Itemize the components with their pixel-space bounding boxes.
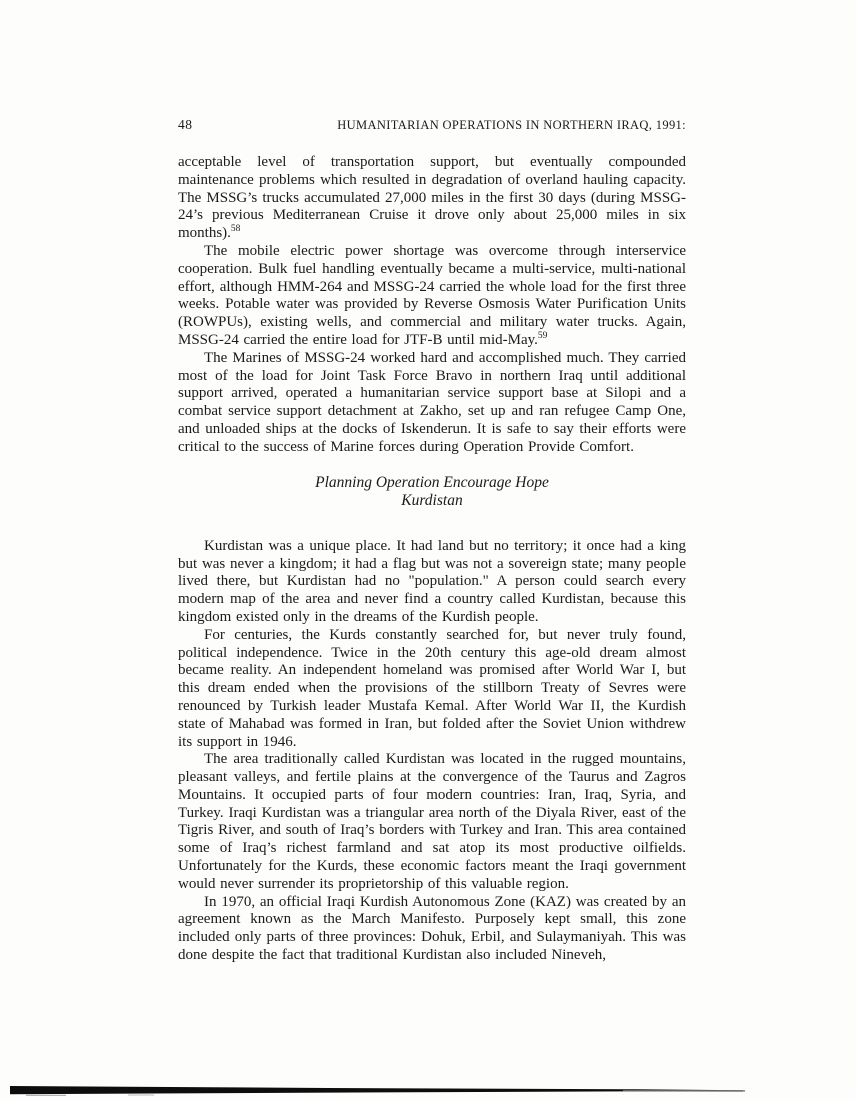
paragraph-text: The mobile electric power shortage was overcome through interservice cooperation. Bulk fuel handling eventually became a multi-service, multi-national effort, although HMM-264 and MSSG-24 carried the whole load for the first three weeks. Potable water was provided by Reverse Osmosis Water Purification Units (ROWPUs), existing wells, and commercial and military water trucks. Again, MSSG-24 carried the entire load for JTF-B until mid-May. xyxy=(178,242,686,348)
paragraph xyxy=(178,243,686,350)
paragraph xyxy=(178,350,686,457)
paragraph-text: acceptable level of transportation support, but eventually compounded maintenance problems which resulted in degradation of overland hauling capacity. The MSSG’s trucks accumulated 27,000 miles in the first 30 days (during MSSG-24’s previous Mediterranean Cruise it drove only about 25,000 miles in six months). xyxy=(178,154,686,242)
page-content xyxy=(178,117,686,965)
section-heading-line2: Kurdistan xyxy=(401,492,463,510)
paragraph xyxy=(178,751,686,893)
page-number: 48 xyxy=(178,117,193,132)
scan-artifact-line xyxy=(8,1082,753,1099)
running-header-title: HUMANITARIAN OPERATIONS IN NORTHERN IRAQ, 1991: xyxy=(337,118,686,132)
paragraph-text: In 1970, an official Iraqi Kurdish Autonomous Zone (KAZ) was created by an agreement known as the March Manifesto. Purposely kept small, this zone included only parts of three provinces: Dohuk, Erbil, and Sulaymaniyah. This was done despite the fact that traditional Kurdistan also included Nineveh, xyxy=(178,893,686,964)
footnote-reference: 58 xyxy=(230,224,241,235)
paragraph-text: Kurdistan was a unique place. It had land but no territory; it once had a king but was never a kingdom; it had a flag but was not a sovereign state; many people lived there, but Kurdistan had no "population." A person could search every modern map of the area and never find a country called Kurdistan, because this kingdom existed only in the dreams of the Kurdish people. xyxy=(178,537,686,625)
paragraph xyxy=(178,627,686,752)
paragraph xyxy=(178,154,686,243)
paragraph-text: The area traditionally called Kurdistan was located in the rugged mountains, pleasant valleys, and fertile plains at the convergence of the Taurus and Zagros Mountains. It occupied parts of four modern countries: Iran, Iraq, Syria, and Turkey. Iraqi Kurdistan was a triangular area north of the Diyala River, east of the Tigris River, and south of Iraq’s borders with Turkey and Iran. This area contained some of Iraq’s richest farmland and sat atop its most productive oilfields. Unfortunately for the Kurds, these economic factors meant the Iraqi government would never surrender its proprietorship of this valuable region. xyxy=(178,751,686,892)
running-header xyxy=(178,117,686,133)
paragraph xyxy=(178,538,686,627)
paragraph-text: For centuries, the Kurds constantly searched for, but never truly found, political independence. Twice in the 20th century this age-old dream almost became reality. An independent homeland was promised after World War I, but this dream ended when the provisions of the stillborn Treaty of Sevres were renounced by Turkish leader Mustafa Kemal. After World War II, the Kurdish state of Mahabad was formed in Iran, but folded after the Soviet Union withdrew its support in 1946. xyxy=(178,626,686,750)
body-text xyxy=(178,154,686,965)
section-heading-line1: Planning Operation Encourage Hope xyxy=(315,473,549,491)
paragraph xyxy=(178,894,686,965)
section-heading xyxy=(178,474,686,511)
footnote-reference: 59 xyxy=(537,330,548,341)
paragraph-text: The Marines of MSSG-24 worked hard and accomplished much. They carried most of the load for Joint Task Force Bravo in northern Iraq until additional support arrived, operated a humanitarian service support base at Silopi and a combat service support detachment at Zakho, set up and ran refugee Camp One, and unloaded ships at the docks of Iskenderun. It is safe to say their efforts were critical to the success of Marine forces during Operation Provide Comfort. xyxy=(178,349,686,455)
